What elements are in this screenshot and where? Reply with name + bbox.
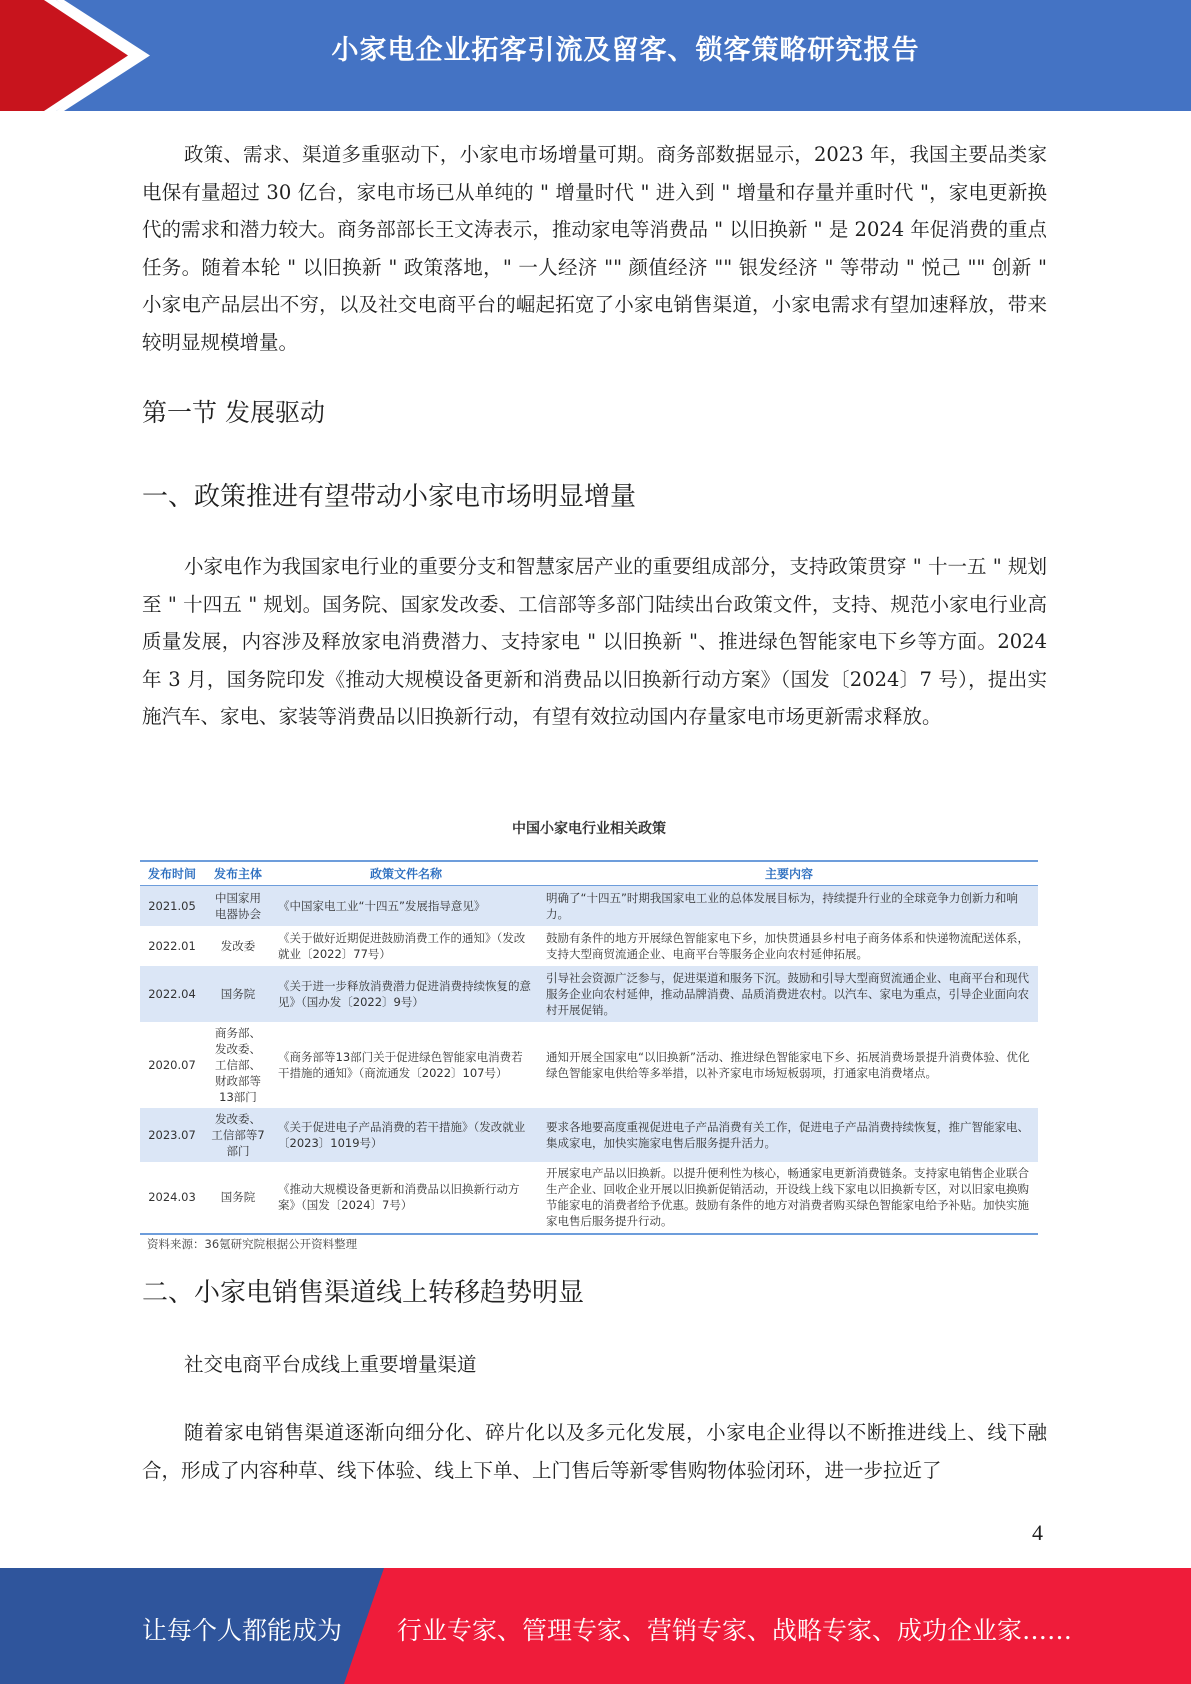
column-header: 政策文件名称 (272, 861, 540, 886)
cell-content: 通知开展全国家电“以旧换新”活动、推进绿色智能家电下乡、拓展消费场景提升消费体验、优化绿色智能家电供给等多举措，以补齐家电市场短板弱项，打通家电消费堵点。 (546, 1049, 1030, 1080)
cell-content: 要求各地要高度重视促进电子产品消费有关工作，促进电子产品消费持续恢复，推广智能家电、集成家电，加快实施家电售后服务提升活力。 (540, 1108, 1038, 1162)
cell-content: 引导社会资源广泛参与，促进渠道和服务下沉。鼓励和引导大型商贸流通企业、电商平台和现代服务企业向农村延伸，推动品牌消费、品质消费进农村。以汽车、家电为重点，引导企业面向农村开展促销。 (540, 966, 1038, 1022)
page-number: 4 (1032, 1520, 1043, 1545)
cell-document: 《关于促进电子产品消费的若干措施》（发改就业〔2023〕1019号） (272, 1108, 540, 1162)
cell-issuer: 商务部、发改委、工信部、财政部等13部门 (215, 1025, 261, 1104)
table-row (140, 1162, 1038, 1234)
subsection-lead: 社交电商平台成线上重要增量渠道 (184, 1353, 477, 1376)
page-header (0, 0, 1191, 111)
cell-content: 鼓励有条件的地方开展绿色智能家电下乡，加快贯通县乡村电子商务体系和快递物流配送体系，支持大型商贸流通企业、电商平台等服务企业向农村延伸拓展。 (546, 930, 1029, 961)
table-header-row (140, 861, 1038, 886)
intro-paragraph: 政策、需求、渠道多重驱动下，小家电市场增量可期。商务部数据显示，2023 年，我国主要品类家电保有量超过 30 亿台，家电市场已从单纯的 " 增量时代 " 进入到 " 增量和存量并重时代 "，家电更新换代的需求和潜力较大。商务部部长王文涛表示，推动家电等消费品 " 以旧换新 " 是 2024 年促消费的重点任务。随着本轮 " 以旧换新 " 政策落地，" 一人经济 "" 颜值经济 "" 银发经济 " 等带动 " 悦己 "" 创新 " 小家电产品层出不穷，以及社交电商平台的崛起拓宽了小家电销售渠道，小家电需求有望加速释放，带来较明显规模增量。 (142, 143, 1047, 354)
cell-issuer: 发改委、工信部等7部门 (204, 1108, 272, 1162)
cell-document: 《关于做好近期促进鼓励消费工作的通知》（发改就业〔2022〕77号） (278, 930, 526, 961)
cell-date: 2024.03 (140, 1162, 204, 1234)
footer-slogan-right: 行业专家、管理专家、营销专家、战略专家、成功企业家…… (397, 1616, 1073, 1645)
cell-issuer: 国务院 (204, 1162, 272, 1234)
table-source-note: 资料来源：36氪研究院根据公开资料整理 (147, 1237, 358, 1251)
column-header: 发布主体 (204, 861, 272, 886)
table-row (140, 1022, 1038, 1108)
cell-document: 《商务部等13部门关于促进绿色智能家电消费若干措施的通知》（商流通发〔2022〕107号） (278, 1049, 523, 1080)
cell-content: 明确了“十四五”时期我国家电工业的总体发展目标为，持续提升行业的全球竞争力创新力和响力。 (540, 886, 1038, 926)
report-title: 小家电企业拓客引流及留客、锁客策略研究报告 (331, 35, 920, 66)
cell-document: 《中国家电工业“十四五”发展指导意见》 (272, 886, 540, 926)
column-header: 主要内容 (540, 861, 1038, 886)
cell-date: 2021.05 (140, 886, 204, 926)
cell-issuer: 发改委 (220, 938, 256, 953)
cell-date: 2022.04 (140, 966, 204, 1022)
cell-date: 2020.07 (148, 1057, 196, 1072)
cell-issuer: 中国家用电器协会 (204, 886, 272, 926)
cell-date: 2023.07 (140, 1108, 204, 1162)
cell-document: 《推动大规模设备更新和消费品以旧换新行动方案》（国发〔2024〕7号） (272, 1162, 540, 1234)
table-row (140, 926, 1038, 966)
table-row (140, 966, 1038, 1022)
cell-date: 2022.01 (148, 938, 196, 953)
column-header: 发布时间 (140, 861, 204, 886)
cell-issuer: 国务院 (204, 966, 272, 1022)
subsection-title-1: 一、政策推进有望带动小家电市场明显增量 (142, 482, 637, 512)
policy-paragraph: 小家电作为我国家电行业的重要分支和智慧家居产业的重要组成部分，支持政策贯穿 " 十一五 " 规划至 " 十四五 " 规划。国务院、国家发改委、工信部等多部门陆续出台政策文件，支持、规范小家电行业高质量发展，内容涉及释放家电消费潜力、支持家电 " 以旧换新 "、推进绿色智能家电下乡等方面。2024 年 3 月，国务院印发《推动大规模设备更新和消费品以旧换新行动方案》（国发〔2024〕7 号），提出实施汽车、家电、家装等消费品以旧换新行动，有望有效拉动国内存量家电市场更新需求释放。 (142, 555, 1047, 728)
cell-content: 开展家电产品以旧换新。以提升便利性为核心，畅通家电更新消费链条。支持家电销售企业联合生产企业、回收企业开展以旧换新促销活动，开设线上线下家电以旧换新专区，对以旧家电换购节能家电的消费者给予优惠。鼓励有条件的地方对消费者购买绿色智能家电给予补贴。加快实施家电售后服务提升行动。 (540, 1162, 1038, 1234)
cell-document: 《关于进一步释放消费潜力促进消费持续恢复的意见》（国办发〔2022〕9号） (272, 966, 540, 1022)
table-row (140, 1108, 1038, 1162)
section-title: 第一节 发展驱动 (142, 398, 325, 427)
table-title: 中国小家电行业相关政策 (512, 821, 666, 837)
subsection-title-2: 二、小家电销售渠道线上转移趋势明显 (142, 1278, 585, 1308)
table-row (140, 886, 1038, 926)
footer-slogan-left: 让每个人都能成为 (142, 1616, 343, 1645)
channel-paragraph: 随着家电销售渠道逐渐向细分化、碎片化以及多元化发展，小家电企业得以不断推进线上、线下融合，形成了内容种草、线下体验、线上下单、上门售后等新零售购物体验闭环，进一步拉近了 (142, 1421, 1047, 1482)
page-footer (0, 1568, 1191, 1684)
policy-table (140, 860, 1038, 1235)
